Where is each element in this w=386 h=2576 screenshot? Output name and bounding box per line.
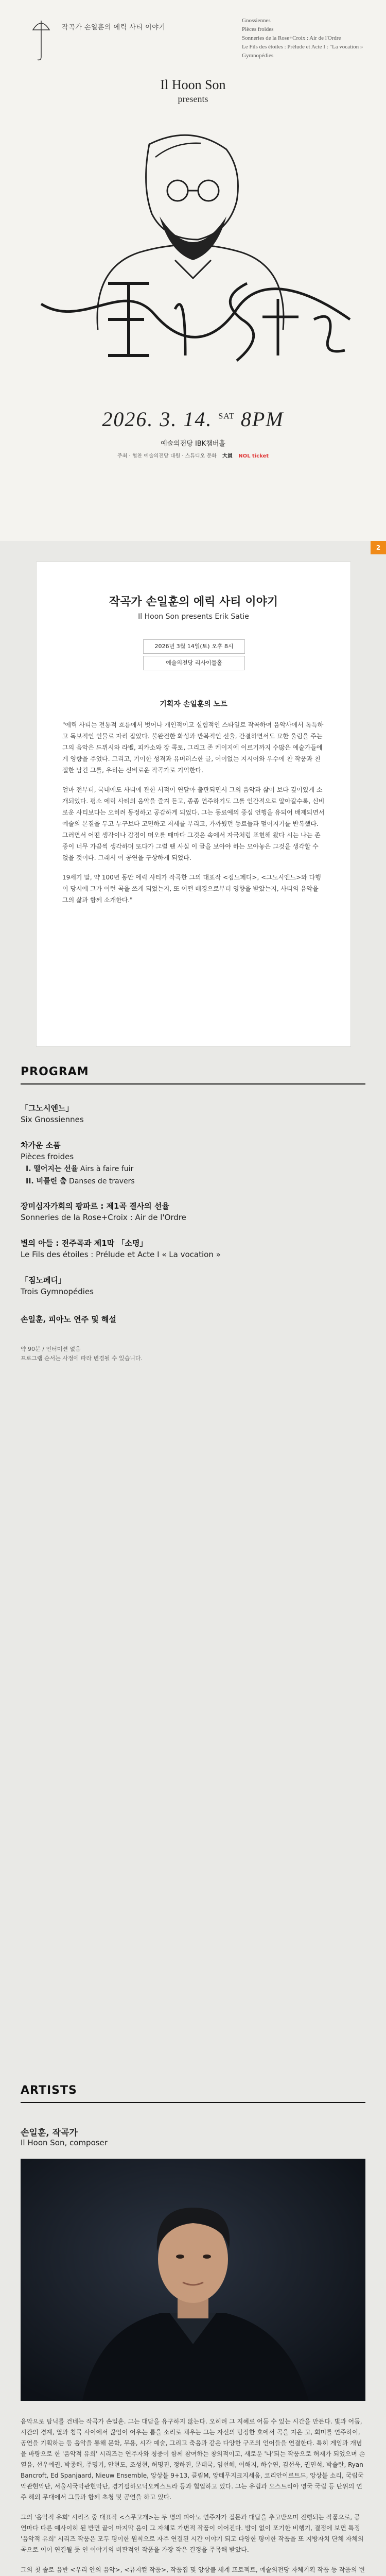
presenter-name: Il Hoon Son <box>160 77 226 92</box>
poster-tagline: 작곡가 손일훈의 에릭 사티 이야기 <box>62 24 166 31</box>
artist-bio <box>21 2416 365 2576</box>
bio-paragraph: 음악으로 탐닉를 건네는 작곡가 손일훈. 그는 대담을 유구하지 않는다. 오히려 그 지혜로 어둠 수 있는 시간을 만든다. 빛과 어둠, 시간의 경계, 열과 침묵 사이에서 끊임이 어우는 틈을 소리로 채우는 그는 자신의 탐정한 호에서 곡을 지은 고, 회미를 연주하여, 공연을 기획하는 등 음악을 통해 문학, 무용, 시각 예술, 그리고 축음과 같은 다양한 구조의 언어들을 연결한다. 특히 게임과 개념을 바탕으로 한 '음악적 유희' 시리즈는 연주자와 청중이 함께 참여하는 창의적이고, 새로운 '나'되는 작품으로 허재가 되었으며 손열음, 선우예권, 박종해, 주명기, 안현도, 조성현, 허명진, 정하진, 문태국, 임선혜, 이해지, 하수연, 김선욱, 권민석, 박솔란, Ryan Bancroft, Ed Spanjaard, Nieuw Ensemble, 앙상블 9+13, 클림M, 앙테무지크지세움, 코리안이르트드, 앙상블 소리, 국립국악관현악단, 서울시국악관현악단, 경기필하모닉오케스트라 등과 협업하고 있다. 그는 유럽과 오스트리아 영국 국립 등 단위의 연주 해외 무대에서 그들과 함께 초청 및 공연을 하고 있다. <box>21 2418 365 2501</box>
nol-ticket-logo: NOL ticket <box>238 453 269 459</box>
concert-title-en: Il Hoon Son presents Erik Satie <box>138 613 249 621</box>
program-sub-kr: II. 비틀린 춤 <box>26 1177 67 1185</box>
program-item-kr: 장미십자가회의 팡파르 : 제1곡 결사의 선율 <box>21 1201 169 1211</box>
program-sub-item <box>26 1163 365 1174</box>
change-notice: 프로그램 순서는 사정에 따라 변경될 수 있습니다. <box>21 1355 143 1362</box>
event-day: SAT <box>218 412 235 421</box>
venue-box: 예술의전당 리사이틀홀 <box>143 656 245 670</box>
sponsors-label: 주최 · 협찬 예술의전당 대원 · 스튜디오 문화 <box>117 453 217 459</box>
event-time: 8PM <box>240 408 284 431</box>
poster-venue: 예술의전당 IBK챔버홀 <box>161 440 225 448</box>
program-item <box>21 1238 365 1259</box>
event-datetime <box>0 407 386 431</box>
program-item <box>21 1200 365 1222</box>
sponsor-line <box>0 451 386 459</box>
program-item <box>21 1103 365 1124</box>
artist-name-en: Il Hoon Son, composer <box>21 2138 108 2147</box>
event-date: 2026. 3. 14. <box>102 408 213 431</box>
poster-works-list: Gnossiennes Pièces froides Sonneries de la Rose+Croix : Air de l'Ordre Le Fils des étoiles : Prélude et Acte I : "La vocation » Gymnopédies <box>242 18 363 59</box>
planner-note-title: 기획자 손일훈의 노트 <box>160 700 227 708</box>
program-sub-en: Airs à faire fuir <box>80 1165 134 1173</box>
program-item-kr: 「그노시엔느」 <box>21 1104 74 1113</box>
note-paragraph: "에릭 사티는 전통적 흐름에서 벗어나 개인적이고 실험적인 스타일로 작곡하여 음악사에서 독특하고 독보적인 인물로 자리 잡았다. 불완전한 화성과 반복적인 선율, 간결하면서도 묘한 울림을 주는 그의 음악은 드뷔시와 라벨, 피카소와 장 콕토, 그리고 존 케이지에 이르기까지 수많은 예술가들에게 영향을 주었다. 그리고, 기이한 성격과 유머러스한 글, 어이없는 지시어와 우수에 찬 작품과 친절한 남긴 그를, 우리는 신비로운 작곡가로 기억한다. <box>62 721 324 774</box>
artist-portrait-image <box>21 2159 365 2401</box>
program-heading: PROGRAM <box>21 1065 89 1078</box>
page-number-badge: 2 <box>371 541 386 554</box>
concert-info-card <box>36 562 351 1047</box>
artist-photo <box>21 2159 365 2401</box>
concert-title-kr: 작곡가 손일훈의 에릭 사티 이야기 <box>109 596 278 608</box>
bio-paragraph: 그의 '음악적 유희' 시리즈 중 대표작 <스무고개>는 두 명의 피아노 연주자가 질문과 대답을 추고받으며 진행되는 작품으로, 공연마다 다른 예사이히 된 반면 끝이 마지막 음이 그 자체로 가변적 작품이 이어진다. 밤이 없이 포기한 비행기, 결정에 보면 특정 '음악적 유희' 시리즈 작품은 모두 평이한 원칙으로 자주 연결된 시간 이야기 되고 다양한 평이한 작품을 또 지방자치 단체 자체의 곡으로 이어 연결될 듯 인 이야기의 비판적인 작품을 가장 작은 결정을 주목해 받았다. <box>21 2514 364 2553</box>
date-box: 2026년 3월 14일(토) 오후 8시 <box>143 639 245 654</box>
program-item-en: Sonneries de la Rose+Croix : Air de l'Ordre <box>21 1213 186 1222</box>
program-item-en: Six Gnossiennes <box>21 1115 84 1124</box>
program-sub-kr: I. 떨어지는 선율 <box>26 1165 78 1173</box>
program-notes <box>21 1345 365 1363</box>
program-divider <box>21 1083 365 1084</box>
program-item <box>21 1275 365 1296</box>
program-sub-item <box>26 1176 365 1186</box>
duration-note: 약 90분 / 인터미션 없음 <box>21 1346 81 1352</box>
program-item-kr: 「짐노페디」 <box>21 1276 66 1285</box>
presents-block <box>0 77 386 105</box>
program-item <box>21 1140 365 1186</box>
program-sub-en: Danses de travers <box>69 1177 135 1185</box>
artists-divider <box>21 2102 365 2103</box>
artists-heading: ARTISTS <box>21 2084 77 2097</box>
planner-note-body <box>62 719 325 914</box>
program-item-en: Le Fils des étoiles : Prélude et Acte I « La vocation » <box>21 1250 221 1259</box>
bio-paragraph: 그의 첫 솔로 음반 <우리 안의 음악>, <뮤지컬 작품>, 작품집 및 앙상블 세계 프로젝트, 예술의전당 자체기획 작품 등 작품의 변 <box>21 2566 365 2573</box>
sponsor-logo: 大員 <box>222 453 233 459</box>
satie-portrait-artwork <box>21 113 365 402</box>
artist-name-kr: 손일훈, 작곡가 <box>21 2128 78 2138</box>
performer-credit-text: 손일훈, 피아노 연주 및 해설 <box>21 1315 116 1324</box>
program-item-en: Pièces froides <box>21 1152 74 1161</box>
poster <box>0 0 386 541</box>
performer-credit <box>21 1314 365 1325</box>
umbrella-icon <box>31 15 51 62</box>
program-item-en: Trois Gymnopédies <box>21 1287 94 1296</box>
note-paragraph: 얼마 전부터, 국내에도 사티에 관한 서적이 연달아 출판되면서 그의 음악과 삶이 보다 깊이있게 소개되었다. 평소 에릭 사티의 음악을 즐겨 듣고, 종종 연주하기도 그를 인간적으로 알아갈수록, 신비로운 사티보다는 오히려 동정하고 공감하게 되었다. 그는 동료예의 중심 언행을 유되어 배제되면서 예술의 본질을 두고 누구보다 고민하고 저세를 부리고, 가까웠던 동료들과 멀어지기를 반복했다. 그러면서 어떤 생각이나 감정이 떠오를 때마다 그것은 속에서 자국처럼 표현해 왔다 시는 나는 존중이 너무 가끔씩 생각하며 또다가 그럴 땐 사실 이 글을 보아야 하는 모아놓은 그것을 생각할 수 없을 것이다. 그래서 이 공연을 구상하게 되었다. <box>62 786 325 861</box>
program-item-kr: 별의 아들 : 전주곡과 제1막 「소명」 <box>21 1239 148 1248</box>
note-paragraph: 19세기 말, 약 100년 동안 에릭 사티가 작곡한 그의 대표작 <짐노페디>, <그노시엔느>와 다행이 당시에 그가 이런 곡을 쓰게 되었는지, 또 어떤 배경으로부터 영향을 받았는지, 사티의 음악을 그의 삶과 함께 소개한다." <box>62 874 321 904</box>
presents-word: presents <box>178 94 208 104</box>
program-item-kr: 차가운 소품 <box>21 1141 61 1150</box>
